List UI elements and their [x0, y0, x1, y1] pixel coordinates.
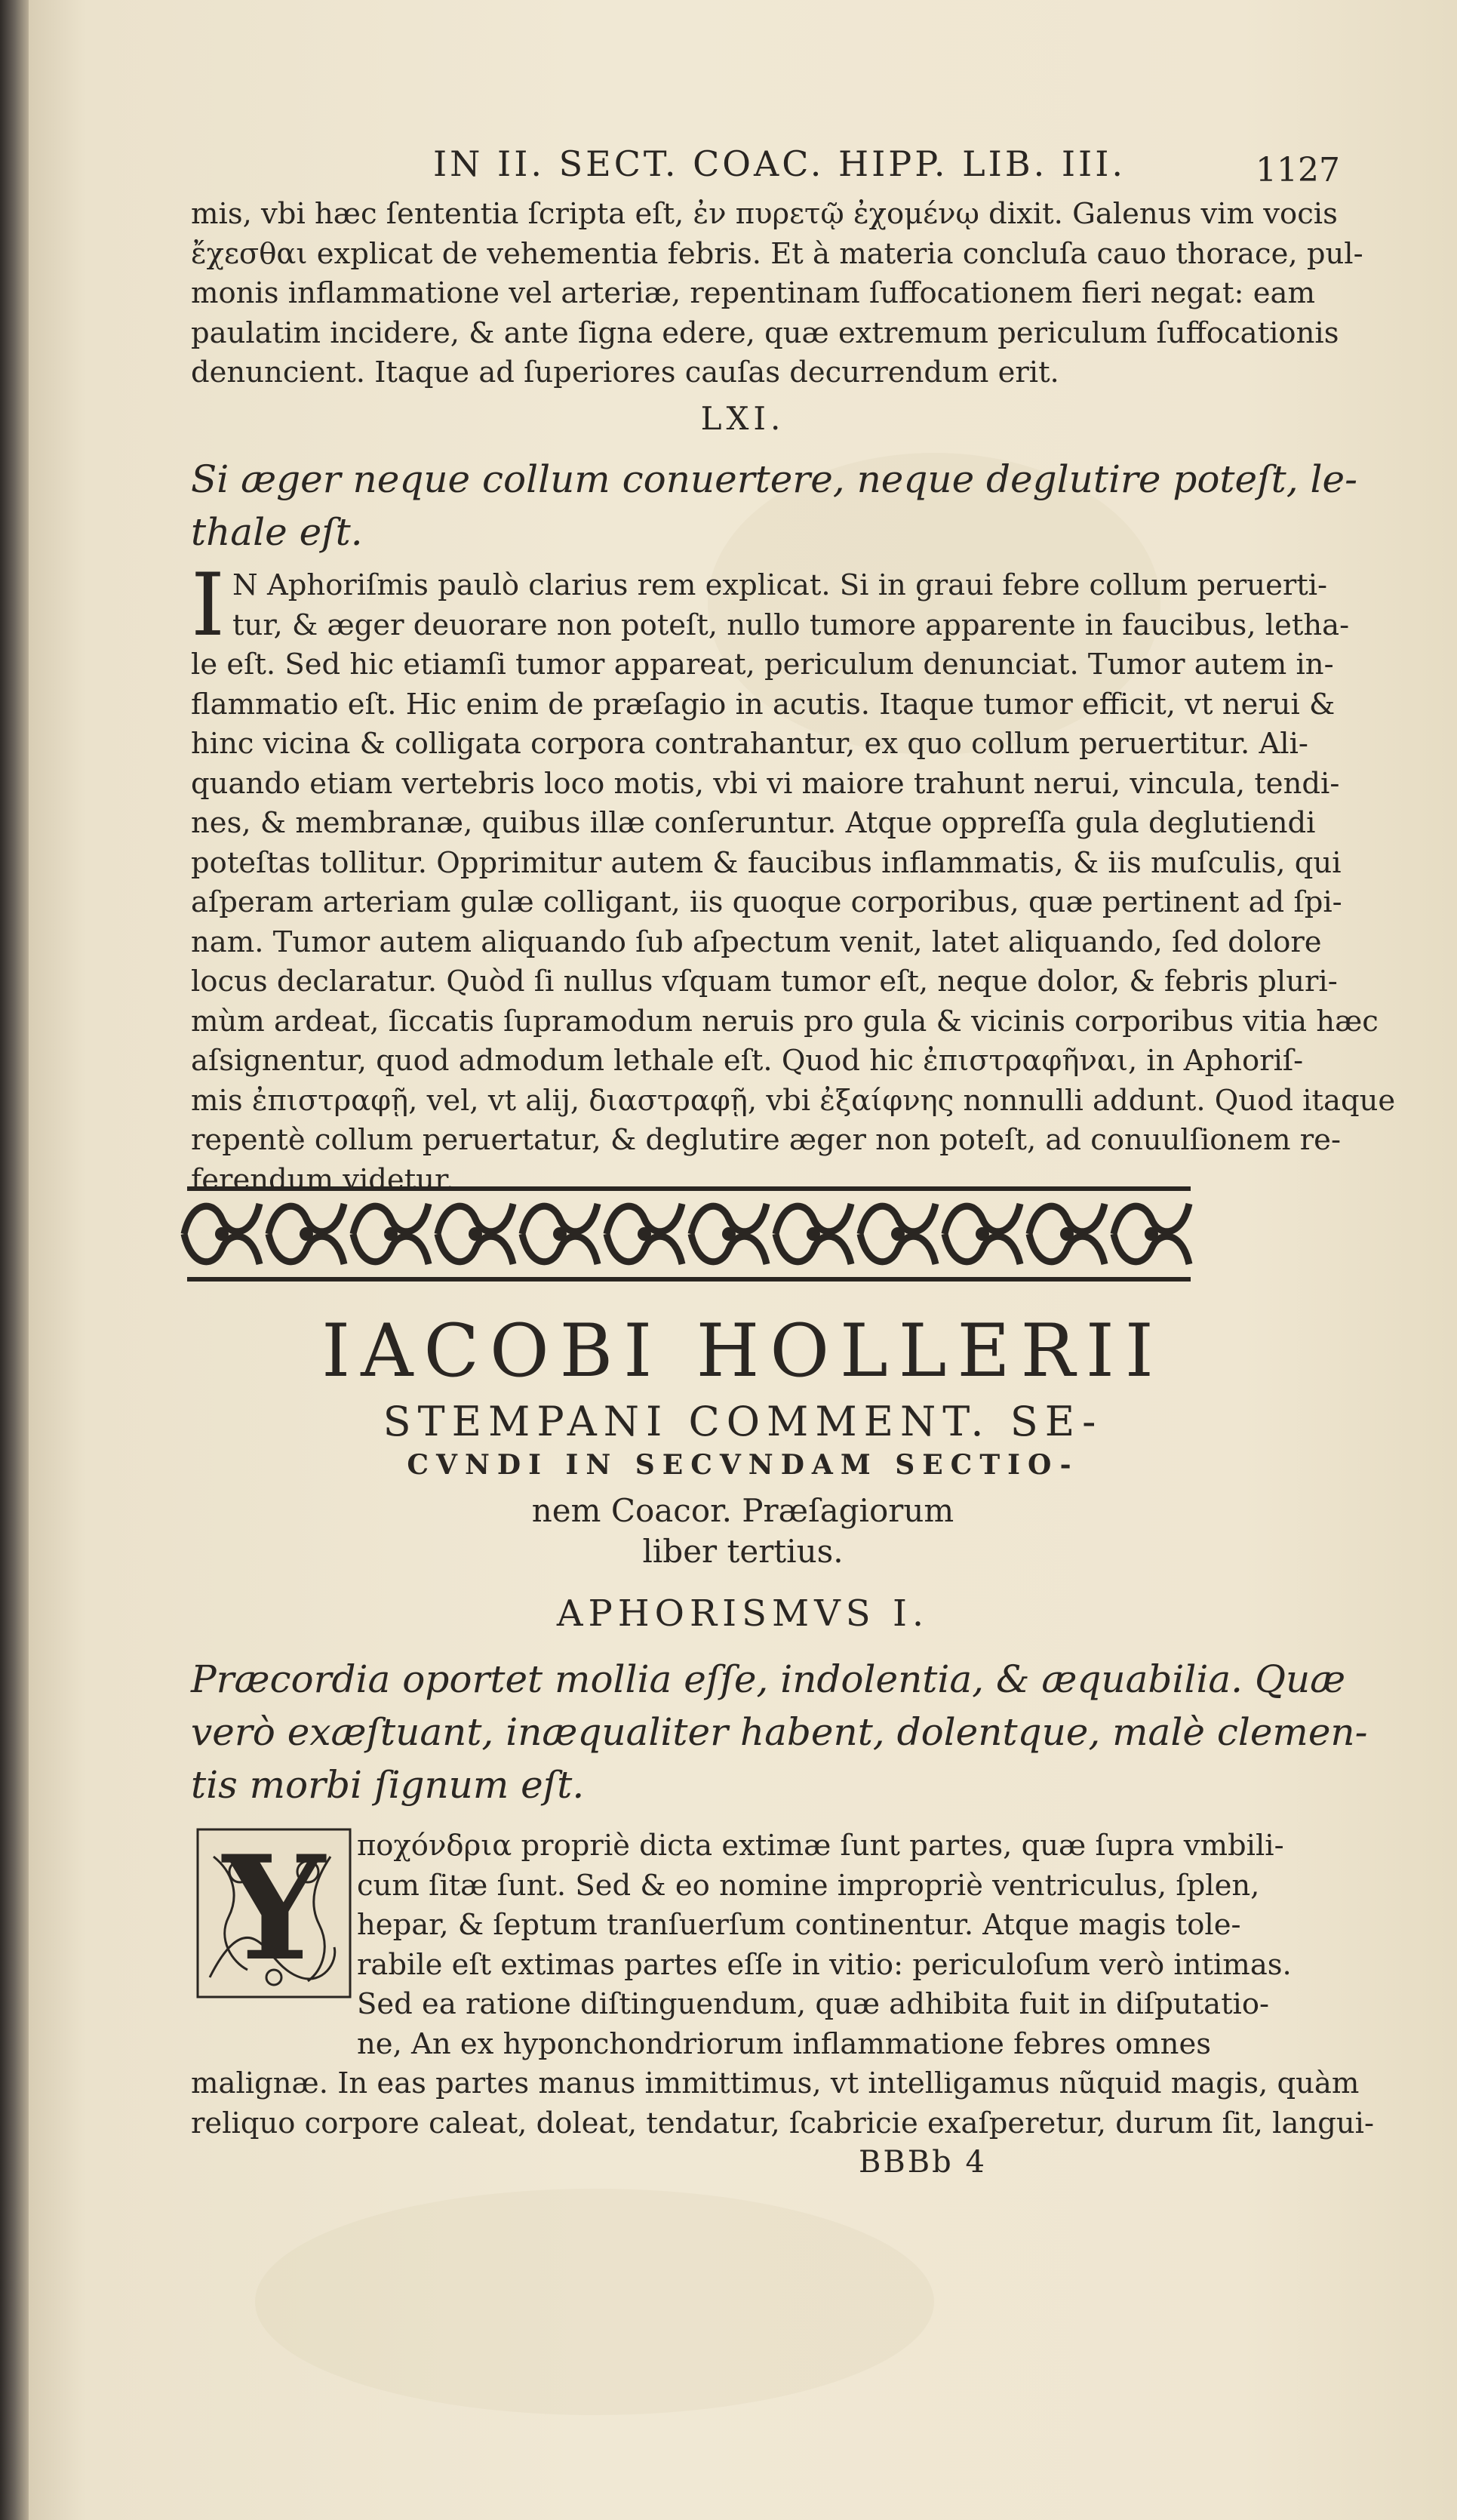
aphorism-text — [191, 1653, 1368, 1811]
ornament-boss — [722, 1227, 736, 1241]
text-line: N Aphoriſmis paulò clarius rem explicat. Si in graui febre collum peruerti- — [232, 568, 1328, 602]
text-line: paulatim incidere, & ante ſigna edere, quæ extremum periculum ſuffocationis — [191, 315, 1339, 350]
ornamental-drop-capital — [195, 1826, 353, 2000]
text-line: aſperam arteriam gulæ colligant, iis quoque corporibus, quæ pertinent ad ſpi- — [191, 885, 1342, 919]
book-title-line: STEMPANI COMMENT. SE- — [383, 1398, 1103, 1445]
book-title-subtitle — [29, 1491, 1457, 1572]
text-line: hepar, & ſeptum tranſuerſum continentur. Atque magis tole- — [357, 1908, 1241, 1942]
drop-capital-y-icon — [195, 1826, 353, 2000]
ornament-boss — [215, 1227, 229, 1241]
aphorism-line: tis morbi ſignum eſt. — [191, 1763, 585, 1807]
aphorism-line: Præcordia oportet mollia eſſe, indolentia, & æquabilia. Quæ — [191, 1657, 1346, 1701]
text-line: mis ἐπιστραφῇ, vel, vt alij, διαστραφῇ, vbi ἐξαίφνης nonnulli addunt. Quod itaque — [191, 1083, 1396, 1118]
aphorism-heading: APHORISMVS I. — [556, 1592, 930, 1635]
ornament-boss — [469, 1227, 482, 1241]
text-line: mùm ardeat, ſiccatis ſupramodum neruis pro gula & vicinis corporibus vitia hæc — [191, 1004, 1379, 1038]
text-line: ne, An ex hyponchondriorum inflammatione febres omnes — [357, 2026, 1211, 2061]
ornament-boss — [300, 1227, 313, 1241]
text-line: nam. Tumor autem aliquando ſub aſpectum venit, latet aliquando, ſed dolore — [191, 925, 1322, 959]
book-title-line: liber tertius. — [642, 1533, 844, 1570]
book-page — [29, 0, 1457, 2520]
ornament-boss — [807, 1227, 820, 1241]
ornament-boss — [384, 1227, 398, 1241]
text-line: Sed ea ratione diſtinguendum, quæ adhibita fuit in diſputatio- — [357, 1987, 1270, 2021]
drop-capital: I — [191, 555, 226, 655]
text-line: ferendum videtur. — [191, 1162, 455, 1197]
text-line: monis inflammatione vel arteriæ, repentinam ſuffocationem fieri negat: eam — [191, 276, 1315, 310]
commentary-text — [357, 1985, 1270, 2064]
commentary-text — [191, 2064, 1374, 2143]
text-line: le eſt. Sed hic etiamſi tumor appareat, periculum denunciat. Tumor autem in- — [191, 648, 1334, 682]
text-line: denuncient. Itaque ad ſuperiores cauſas decurrendum erit. — [191, 355, 1059, 389]
text-line: rabile eſt extimas partes eſſe in vitio: periculoſum verò intimas. — [357, 1947, 1292, 1982]
decorative-headpiece-ornament — [180, 1174, 1198, 1294]
text-line: ποχόνδρια propriè dicta extimæ ſunt partes, quæ ſupra vmbili- — [357, 1829, 1284, 1863]
aphorism-text — [191, 453, 1357, 558]
text-line: hinc vicina & colligata corpora contrahantur, ex quo collum peruertitur. Ali- — [191, 727, 1308, 761]
text-line: tur, & æger deuorare non poteſt, nullo tumore apparente in faucibus, letha- — [232, 608, 1350, 642]
text-line: reliquo corpore caleat, doleat, tendatur, ſcabricie exaſperetur, durum ſit, langui- — [191, 2106, 1374, 2140]
paper-stain — [255, 2189, 934, 2415]
ornament-boss — [553, 1227, 567, 1241]
text-line: malignæ. In eas partes manus immittimus, vt intelligamus nũquid magis, quàm — [191, 2066, 1360, 2100]
text-line: ἔχεσθαι explicat de vehementia febris. Et à materia concluſa cauo thorace, pul- — [191, 236, 1363, 271]
text-line: repentè collum peruertatur, & deglutire æger non poteſt, ad conuulſionem re- — [191, 1123, 1341, 1157]
text-line: locus declaratur. Quòd ſi nullus vſquam tumor eſt, neque dolor, & febris pluri- — [191, 965, 1338, 998]
book-title-line: CVNDI IN SECVNDAM SECTIO- — [407, 1449, 1079, 1481]
running-header: IN II. SECT. COAC. HIPP. LIB. III. — [432, 143, 1127, 184]
book-title-author: IACOBI HOLLERII — [321, 1309, 1164, 1393]
top-continuation-text — [191, 195, 1363, 393]
aphorism-line: Si æger neque collum conuertere, neque deglutire poteſt, le- — [191, 457, 1357, 501]
text-line: aſsignentur, quod admodum lethale eſt. Quod hic ἐπιστραφῆναι, in Aphoriſ- — [191, 1044, 1304, 1078]
ornament-boss — [638, 1227, 651, 1241]
text-line: nes, & membranæ, quibus illæ conſeruntur. Atque oppreſſa gula deglutiendi — [191, 806, 1316, 840]
signature-mark: BBBb 4 — [859, 2145, 987, 2180]
text-line: cum ſitæ ſunt. Sed & eo nomine impropriè ventriculus, ſplen, — [357, 1868, 1260, 1903]
text-line: poteſtas tollitur. Opprimitur autem & faucibus inflammatis, & iis muſculis, qui — [191, 845, 1342, 880]
aphorism-line: verò exæſtuant, inæqualiter habent, dolentque, malè clemen- — [191, 1710, 1368, 1754]
svg-text:Y: Y — [223, 1824, 325, 1992]
ornament-boss — [976, 1227, 989, 1241]
commentary-text — [357, 1826, 1292, 1985]
aphorism-line: thale eſt. — [191, 510, 363, 554]
book-title-line: nem Coacor. Præſagiorum — [531, 1492, 954, 1529]
page-number: 1127 — [1256, 151, 1340, 189]
section-numeral: LXI. — [700, 400, 785, 437]
ornament-boss — [891, 1227, 905, 1241]
text-line: flammatio eſt. Hic enim de præſagio in acutis. Itaque tumor efficit, vt nerui & — [191, 687, 1336, 722]
text-line: mis, vbi hæc ſententia ſcripta eſt, ἐν πυρετῷ ἐχομένῳ dixit. Galenus vim vocis — [191, 197, 1338, 231]
text-line: quando etiam vertebris loco motis, vbi vi maiore trahunt nerui, vincula, tendi- — [191, 766, 1340, 801]
commentary-text — [191, 555, 1396, 1200]
book-gutter — [0, 0, 29, 2520]
ornament-boss — [1060, 1227, 1074, 1241]
ornament-boss — [1145, 1227, 1158, 1241]
